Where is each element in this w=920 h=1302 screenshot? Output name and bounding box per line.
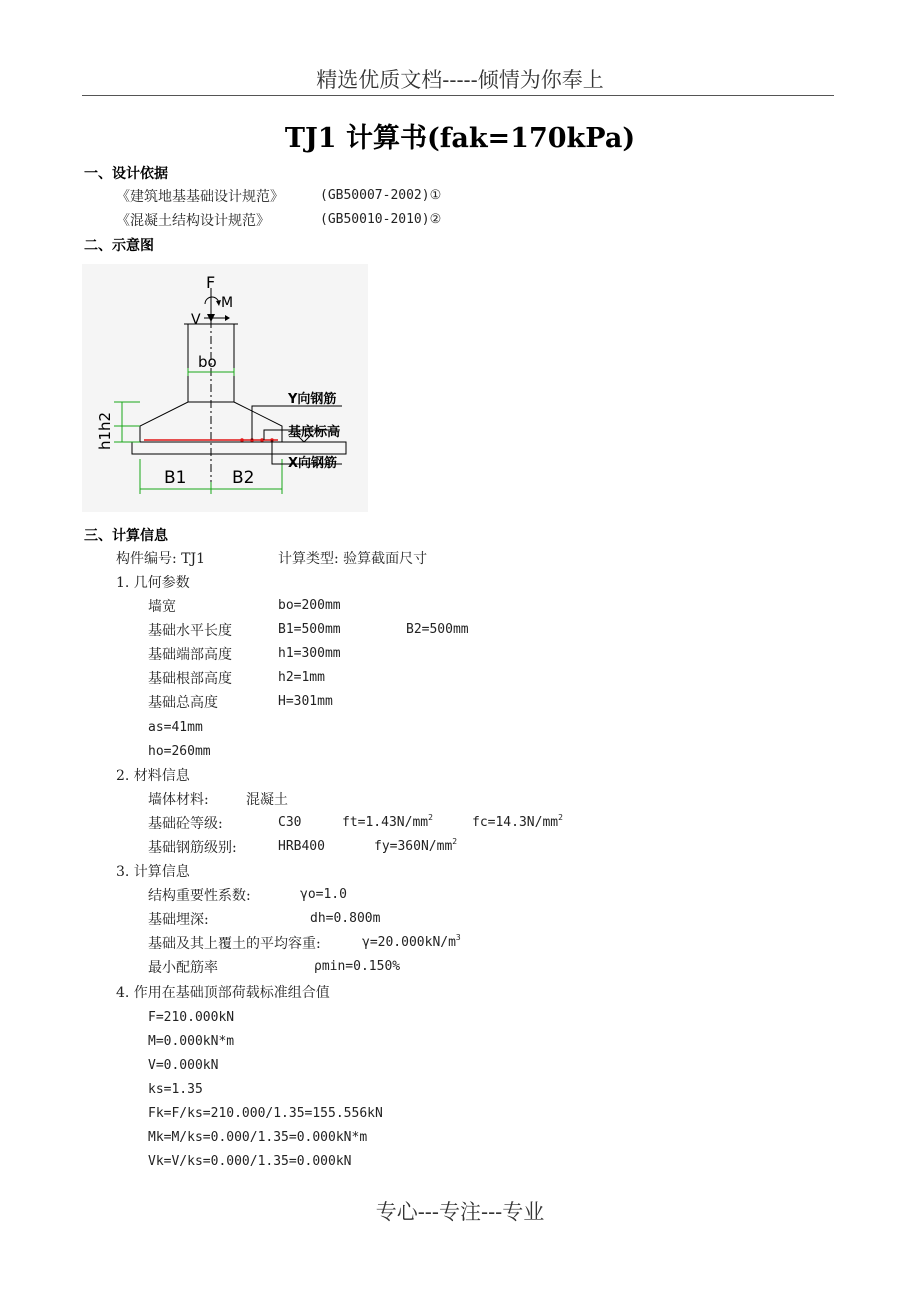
ft-text: ft=1.43N/mm bbox=[342, 815, 429, 830]
unit-weight-exponent: 3 bbox=[455, 933, 461, 942]
load-fk: Fk=F/ks=210.000/1.35=155.556kN bbox=[148, 1106, 383, 1121]
fc-value bbox=[472, 815, 563, 830]
calc-heading: 3. 计算信息 bbox=[116, 864, 190, 880]
min-reinforcement-label: 最小配筋率 bbox=[148, 960, 218, 976]
fy-text: fy=360N/mm bbox=[374, 839, 453, 854]
ft-value bbox=[342, 815, 433, 830]
h1-value: h1=300mm bbox=[278, 646, 341, 661]
concrete-grade-label: 基础砼等级: bbox=[148, 816, 223, 832]
calc-type: 计算类型: 验算截面尺寸 bbox=[278, 551, 428, 567]
geom-heading: 1. 几何参数 bbox=[116, 575, 190, 591]
h2-label: 基础根部高度 bbox=[148, 671, 232, 687]
base-length-label: 基础水平长度 bbox=[148, 623, 232, 639]
load-m: M=0.000kN*m bbox=[148, 1034, 235, 1049]
burial-depth-label: 基础埋深: bbox=[148, 912, 209, 928]
ref-1-code: (GB50007-2002)① bbox=[320, 188, 442, 203]
importance-factor-label: 结构重要性系数: bbox=[148, 888, 251, 904]
unit-weight-label: 基础及其上覆土的平均容重: bbox=[148, 936, 321, 952]
wall-width-value: bo=200mm bbox=[278, 598, 341, 613]
foundation-diagram-svg bbox=[82, 264, 368, 512]
label-v: V bbox=[191, 312, 201, 328]
label-x-bar: X向钢筋 bbox=[288, 456, 338, 471]
label-y-bar: Y向钢筋 bbox=[288, 392, 337, 407]
rebar-dot bbox=[240, 438, 244, 442]
ref-2-code: (GB50010-2010)② bbox=[320, 212, 442, 227]
wall-width-label: 墙宽 bbox=[148, 599, 176, 615]
load-f: F=210.000kN bbox=[148, 1010, 235, 1025]
load-ks: ks=1.35 bbox=[148, 1082, 203, 1097]
b2-value: B2=500mm bbox=[406, 622, 469, 637]
h2-value: h2=1mm bbox=[278, 670, 325, 685]
fy-unit-exponent: 2 bbox=[452, 837, 458, 846]
section-basis-heading: 一、设计依据 bbox=[84, 166, 168, 182]
fy-value bbox=[374, 839, 457, 854]
load-mk: Mk=M/ks=0.000/1.35=0.000kN*m bbox=[148, 1130, 368, 1145]
total-height-value: H=301mm bbox=[278, 694, 333, 709]
page-header: 精选优质文档-----倾情为你奉上 bbox=[316, 68, 604, 92]
b1-value: B1=500mm bbox=[278, 622, 341, 637]
label-f: F bbox=[206, 273, 216, 292]
steel-grade-value: HRB400 bbox=[278, 839, 325, 854]
concrete-grade-value: C30 bbox=[278, 815, 302, 830]
fc-unit-exponent: 2 bbox=[558, 813, 563, 822]
section-diagram-heading: 二、示意图 bbox=[84, 238, 154, 254]
section-calc-info-heading: 三、计算信息 bbox=[84, 528, 168, 544]
wall-material-value: 混凝土 bbox=[246, 792, 288, 808]
material-heading: 2. 材料信息 bbox=[116, 768, 190, 784]
header-rule bbox=[82, 95, 834, 96]
importance-factor-value: γo=1.0 bbox=[300, 887, 347, 902]
label-base-level: 基底标高 bbox=[288, 425, 341, 440]
load-v: V=0.000kN bbox=[148, 1058, 219, 1073]
as-value: as=41mm bbox=[148, 720, 203, 735]
burial-depth-value: dh=0.800m bbox=[310, 911, 381, 926]
label-bo: bo bbox=[198, 353, 217, 371]
load-vk: Vk=V/ks=0.000/1.35=0.000kN bbox=[148, 1154, 352, 1169]
ft-unit-exponent: 2 bbox=[428, 813, 433, 822]
blinding-layer bbox=[132, 442, 346, 454]
steel-grade-label: 基础钢筋级别: bbox=[148, 840, 237, 856]
member-id: 构件编号: TJ1 bbox=[116, 551, 206, 567]
label-b2: B2 bbox=[232, 468, 255, 488]
fc-text: fc=14.3N/mm bbox=[472, 815, 559, 830]
wall-material-label: 墙体材料: bbox=[148, 792, 209, 808]
moment-arc bbox=[205, 297, 219, 304]
rebar-dot bbox=[260, 438, 264, 442]
total-height-label: 基础总高度 bbox=[148, 695, 218, 711]
shear-v-arrowhead bbox=[225, 315, 230, 321]
unit-weight-value bbox=[362, 935, 461, 950]
ref-2-name: 《混凝土结构设计规范》 bbox=[116, 213, 270, 229]
label-m: M bbox=[221, 295, 234, 311]
label-b1: B1 bbox=[164, 468, 187, 488]
ho-value: ho=260mm bbox=[148, 744, 211, 759]
label-h1h2: h1h2 bbox=[96, 411, 114, 450]
page-footer: 专心---专注---专业 bbox=[375, 1200, 545, 1224]
min-reinforcement-value: ρmin=0.150% bbox=[314, 959, 401, 974]
ref-1-name: 《建筑地基基础设计规范》 bbox=[116, 189, 284, 205]
page-title: TJ1 计算书(fak=170kPa) bbox=[284, 123, 636, 154]
h1-label: 基础端部高度 bbox=[148, 647, 232, 663]
foundation-diagram bbox=[82, 264, 368, 512]
unit-weight-text: γ=20.000kN/m bbox=[362, 935, 456, 950]
loads-heading: 4. 作用在基础顶部荷载标准组合值 bbox=[116, 985, 330, 1001]
